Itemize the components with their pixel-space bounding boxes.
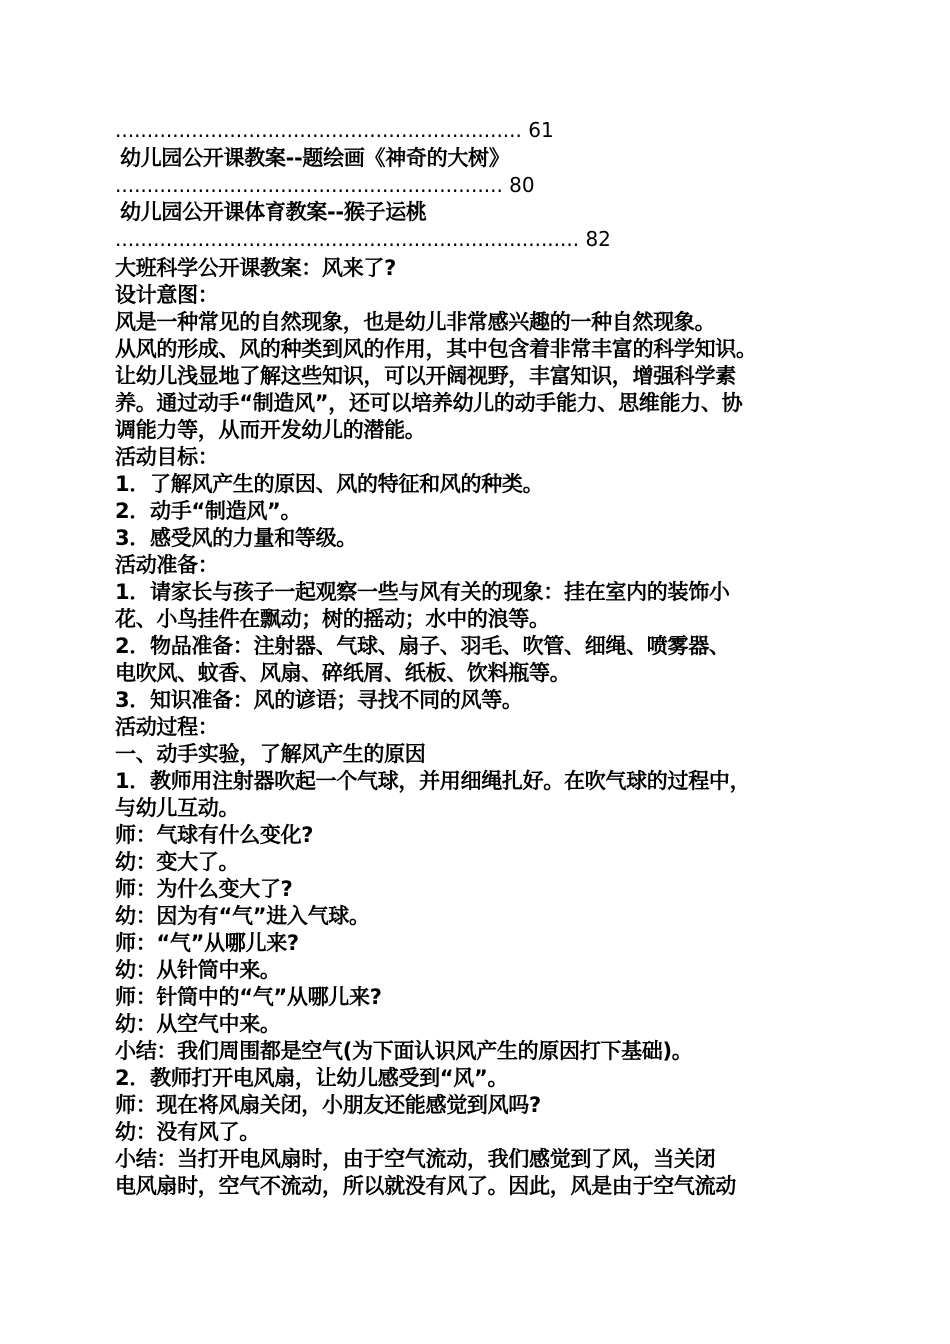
section-heading: 设计意图：	[115, 283, 219, 307]
toc-leader-dots: .........................................................................	[115, 227, 580, 251]
toc-page-number: 82	[585, 227, 611, 251]
paragraph-line: 从风的形成、风的种类到风的作用，其中包含着非常丰富的科学知识。	[115, 337, 757, 361]
paragraph-line: 电风扇时，空气不流动，所以就没有风了。因此，风是由于空气流动	[115, 1174, 736, 1198]
section-title: 大班科学公开课教案：风来了?	[115, 256, 396, 280]
section-heading: 活动准备：	[115, 553, 219, 577]
dialogue-line: 幼：没有风了。	[115, 1120, 260, 1144]
paragraph-line: 让幼儿浅显地了解这些知识，可以开阔视野，丰富知识，增强科学素	[115, 364, 736, 388]
toc-entry-61[interactable]	[115, 117, 554, 144]
dialogue-line: 师：针筒中的“气”从哪儿来?	[115, 985, 382, 1009]
paragraph-line: 风是一种常见的自然现象，也是幼儿非常感兴趣的一种自然现象。	[115, 310, 716, 334]
dialogue-line: 师：现在将风扇关闭，小朋友还能感觉到风吗?	[115, 1093, 541, 1117]
dialogue-line: 幼：变大了。	[115, 850, 240, 874]
list-item: 2．动手“制造风”。	[115, 499, 302, 523]
dialogue-line: 师：为什么变大了?	[115, 877, 293, 901]
list-item: 2．物品准备：注射器、气球、扇子、羽毛、吹管、细绳、喷雾器、	[115, 634, 730, 658]
list-item: 1．请家长与孩子一起观察一些与风有关的现象：挂在室内的装饰小	[115, 580, 730, 604]
paragraph-line: 调能力等，从而开发幼儿的潜能。	[115, 418, 426, 442]
toc-title[interactable]: 幼儿园公开课教案--题绘画《神奇的大树》	[120, 146, 510, 170]
paragraph-line: 养。通过动手“制造风”，还可以培养幼儿的动手能力、思维能力、协	[115, 391, 743, 415]
toc-page-number: 61	[528, 118, 554, 142]
dialogue-line: 幼：因为有“气”进入气球。	[115, 904, 370, 928]
toc-leader-dots: .............................................................	[115, 173, 503, 197]
section-heading: 活动过程：	[115, 715, 219, 739]
paragraph-line: 电吹风、蚊香、风扇、碎纸屑、纸板、饮料瓶等。	[115, 661, 571, 685]
toc-entry-82[interactable]	[115, 226, 611, 253]
toc-page-number: 80	[509, 173, 535, 197]
subsection-heading: 一、动手实验，了解风产生的原因	[115, 742, 426, 766]
dialogue-line: 师：“气”从哪儿来?	[115, 931, 299, 955]
list-item: 3．知识准备：风的谚语；寻找不同的风等。	[115, 688, 523, 712]
list-item: 2．教师打开电风扇，让幼儿感受到“风”。	[115, 1066, 509, 1090]
toc-title[interactable]: 幼儿园公开课体育教案--猴子运桃	[120, 200, 427, 224]
toc-leader-dots: ................................................................	[115, 118, 522, 142]
summary-line: 小结：当打开电风扇时，由于空气流动，我们感觉到了风，当关闭	[115, 1147, 716, 1171]
summary-line: 小结：我们周围都是空气(为下面认识风产生的原因打下基础)。	[115, 1039, 693, 1063]
list-item: 3．感受风的力量和等级。	[115, 526, 358, 550]
dialogue-line: 幼：从空气中来。	[115, 1012, 281, 1036]
paragraph-line: 花、小鸟挂件在飘动；树的摇动；水中的浪等。	[115, 607, 550, 631]
dialogue-line: 师：气球有什么变化?	[115, 823, 314, 847]
list-item: 1．了解风产生的原因、风的特征和风的种类。	[115, 472, 544, 496]
toc-entry-80[interactable]	[115, 172, 535, 199]
paragraph-line: 与幼儿互动。	[115, 796, 240, 820]
dialogue-line: 幼：从针筒中来。	[115, 958, 281, 982]
section-heading: 活动目标：	[115, 445, 219, 469]
list-item: 1．教师用注射器吹起一个气球，并用细绳扎好。在吹气球的过程中，	[115, 769, 751, 793]
